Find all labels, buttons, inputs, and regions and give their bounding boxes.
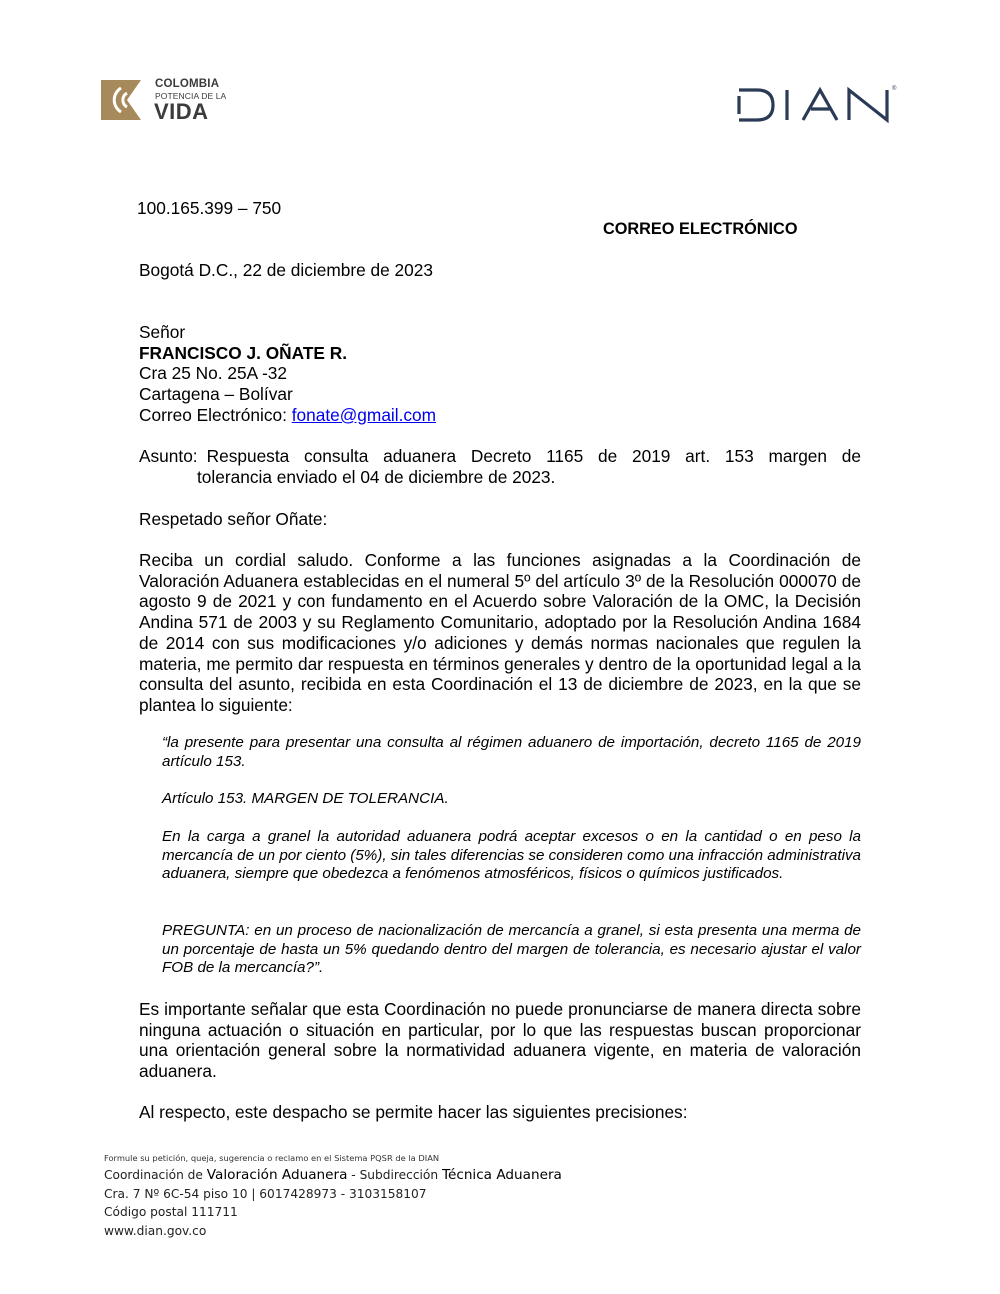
recipient-email-link[interactable]: fonate@gmail.com bbox=[291, 404, 437, 425]
footer-pqsr-note: Formule su petición, queja, sugerencia o reclamo en el Sistema PQSR de la DIAN bbox=[104, 1153, 440, 1163]
footer-postal: Código postal 111711 bbox=[104, 1205, 238, 1220]
subject-line-2: tolerancia enviado el 04 de diciembre de 2023. bbox=[197, 466, 556, 487]
paragraph-intro: Reciba un cordial saludo. Conforme a las funciones asignadas a la Coordinación de Valoración Aduanera establecidas en el numeral 5º del artículo 3º de la Resolución 000070 de agosto 9 de 2021 y con fundamento en el Acuerdo sobre Valoración de la OMC, la Decisión Andina 571 de 2003 y su Reglamento Comunitario, adoptado por la Resolución Andina 1684 de 2014 con sus modificaciones y/o adiciones y demás normas nacionales que regulen la materia, me permito dar respuesta en términos generales y dentro de la oportunidad legal a la consulta del asunto, recibida en esta Coordinación el 13 de diciembre de 2023, en la que se plantea lo siguiente: bbox=[139, 550, 861, 715]
quote-article-title: Artículo 153. MARGEN DE TOLERANCIA. bbox=[162, 790, 449, 807]
footer-coord-prefix: Coordinación de bbox=[104, 1168, 207, 1182]
subject-line-1: Respuesta consulta aduanera Decreto 1165 de 2019 art. 153 margen de bbox=[206, 446, 861, 466]
recipient-address: Cra 25 No. 25A -32 bbox=[139, 363, 287, 384]
logo-line-colombia: COLOMBIA bbox=[155, 78, 220, 90]
registered-mark: ® bbox=[892, 86, 897, 92]
paragraph-clarification: Es importante señalar que esta Coordinación no puede pronunciarse de manera directa sobre ninguna actuación o situación en particular, por lo que las respuestas buscan proporcionar una orientación general sobre la normatividad aduanera vigente, en materia de valoración aduanera. bbox=[139, 999, 861, 1082]
colombia-logo-mark-icon bbox=[97, 76, 147, 124]
subject-label: Asunto: bbox=[139, 446, 198, 466]
recipient-name: FRANCISCO J. OÑATE R. bbox=[139, 342, 348, 363]
footer-subdir-name: Técnica Aduanera bbox=[441, 1167, 562, 1183]
logo-line-potencia: POTENCIA DE LA bbox=[155, 91, 227, 101]
dian-logo bbox=[737, 83, 903, 123]
recipient-email-line bbox=[139, 405, 436, 426]
reference-number: 100.165.399 – 750 bbox=[137, 198, 282, 218]
footer-coordination-line bbox=[104, 1166, 562, 1185]
subject-first-line bbox=[139, 446, 861, 467]
greeting: Respetado señor Oñate: bbox=[139, 509, 328, 529]
logo-line-vida: VIDA bbox=[154, 99, 209, 124]
delivery-method: CORREO ELECTRÓNICO bbox=[603, 220, 798, 238]
quote-question: PREGUNTA: en un proceso de nacionalización de mercancía a granel, si esta presenta una merma de un porcentaje de hasta un 5% quedando dentro del margen de tolerancia, es necesario ajustar el valor FOB de la mercancía?”. bbox=[162, 922, 861, 977]
footer-website-link[interactable]: www.dian.gov.co bbox=[104, 1223, 207, 1238]
footer-coord-name: Valoración Aduanera bbox=[206, 1167, 348, 1183]
quote-article-text: En la carga a granel la autoridad aduanera podrá aceptar excesos o en la cantidad o en peso la mercancía de un por ciento (5%), sin tales diferencias se consideren como una infracción administrativa aduanera, siempre que obedezca a fenómenos atmosféricos, físicos o químicos justificados. bbox=[162, 828, 861, 883]
recipient-block bbox=[139, 322, 436, 426]
salutation-title: Señor bbox=[139, 322, 186, 342]
footer-coord-sep: - Subdirección bbox=[347, 1168, 442, 1182]
quote-consultation: “la presente para presentar una consulta al régimen aduanero de importación, decreto 1165 de 2019 artículo 153. bbox=[162, 734, 861, 770]
recipient-city: Cartagena – Bolívar bbox=[139, 384, 293, 405]
paragraph-precisions: Al respecto, este despacho se permite hacer las siguientes precisiones: bbox=[139, 1102, 688, 1122]
subject bbox=[139, 446, 861, 487]
footer-contact bbox=[104, 1166, 562, 1240]
email-label: Correo Electrónico: bbox=[139, 404, 292, 425]
colombia-potencia-de-la-vida-logo bbox=[97, 76, 237, 126]
footer-address: Cra. 7 Nº 6C-54 piso 10 | 6017428973 - 3103158107 bbox=[104, 1186, 427, 1201]
place-date: Bogotá D.C., 22 de diciembre de 2023 bbox=[139, 260, 433, 280]
